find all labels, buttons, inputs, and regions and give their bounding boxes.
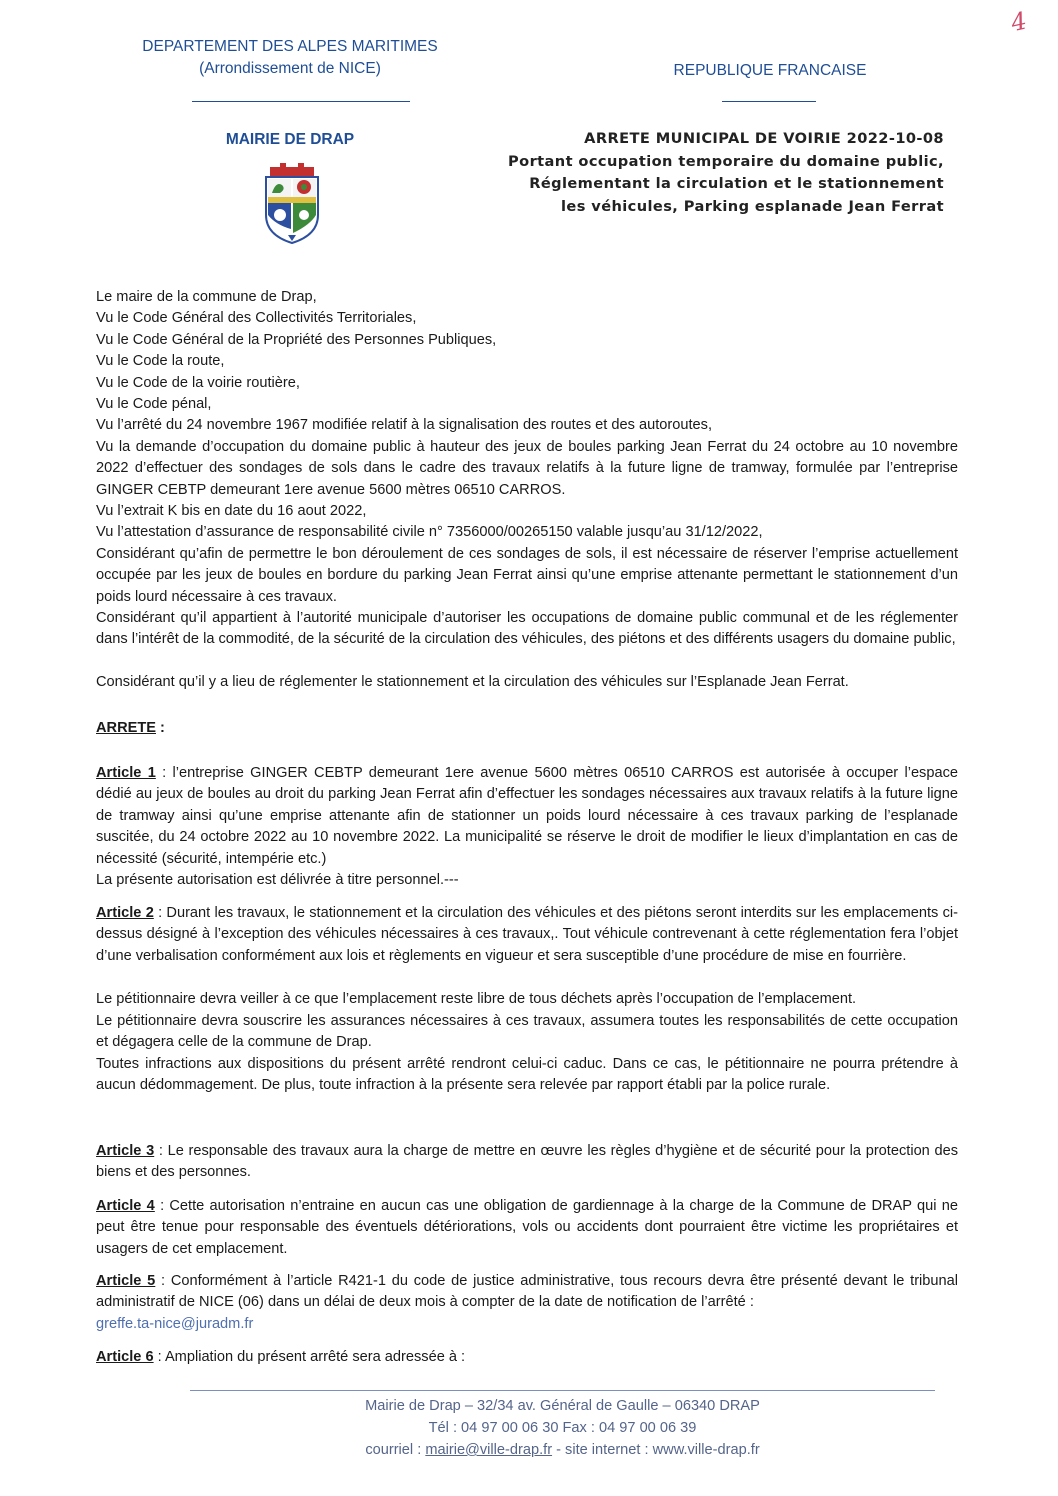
article-5-text: : Conformément à l’article R421-1 du code de justice administrative, tous recours devra être présenté devant le tribunal administratif de NICE (06) dans un délai de deux mois à compter de la date de notification de l’arrêté : [96, 1273, 959, 1311]
visa-line: Vu l’attestation d’assurance de responsabilité civile n° 7356000/00265150 valable jusqu’au 31/12/2022, [96, 524, 763, 541]
visa-line: Vu le Code pénal, [96, 396, 212, 413]
corner-mark: 4 [1008, 6, 1030, 38]
article-3-text: : Le responsable des travaux aura la charge de mettre en œuvre les règles d’hygiène et de sécurité pour la protection des biens et des personnes. [96, 1143, 959, 1181]
footer-address: Mairie de Drap – 32/34 av. Général de Gaulle – 06340 DRAP [365, 1398, 760, 1414]
article-4 [96, 1196, 958, 1260]
visa-line: Vu l’arrêté du 24 novembre 1967 modifiée relatif à la signalisation des routes et des autoroutes, [96, 417, 713, 434]
department-name: DEPARTEMENT DES ALPES MARITIMES [142, 38, 438, 55]
article-2-p4: Toutes infractions aux dispositions du présent arrêté rendront celui-ci caduc. Dans ce cas, le pétitionnaire ne pourra prétendre à aucun dédommagement. De plus, toute infraction à la présente sera relevée par rapport établi par la police rurale. [96, 1056, 958, 1094]
article-4-text: : Cette autorisation n’entraine en aucun cas une obligation de gardiennage à la charge de la Commune de DRAP qui ne peut être tenue pour responsable des éventuels détériorations, vols ou accidents dont pourraient être victime les propriétaires et usagers de cet emplacement. [96, 1198, 958, 1257]
article-1 [96, 763, 958, 870]
article-6-label: Article 6 [96, 1349, 154, 1365]
footer-email-link[interactable]: mairie@ville-drap.fr [425, 1442, 553, 1458]
visa-line: Vu le Code Général de la Propriété des Personnes Publiques, [96, 331, 497, 348]
article-3 [96, 1141, 958, 1184]
greffe-email-link[interactable]: greffe.ta-nice@juradm.fr [96, 1316, 254, 1332]
visa-line: Vu le Code Général des Collectivités Territoriales, [96, 310, 417, 327]
article-5-label: Article 5 [96, 1273, 156, 1289]
header-rule-right [722, 101, 816, 102]
considerant-3: Considérant qu’il y a lieu de réglementer le stationnement et la circulation des véhicules sur l’Esplanade Jean Ferrat. [96, 674, 849, 690]
article-1-personal: La présente autorisation est délivrée à titre personnel.--- [96, 872, 459, 888]
visa-line: Le maire de la commune de Drap, [96, 289, 317, 305]
footer-contact [190, 1440, 935, 1461]
visa-line: Vu le Code de la voirie routière, [96, 374, 300, 391]
visas-list [96, 287, 958, 437]
demande-paragraph: Vu la demande d’occupation du domaine public à hauteur des jeux de boules parking Jean Ferrat du 24 octobre au 10 novembre 2022 d’effectuer des sondages de sols dans le cadre des travaux relatifs à la future ligne de tramway, formulée par l’entreprise GINGER CEBTP demeurant 1ere avenue 5600 mètres 06510 CARROS. [96, 439, 958, 498]
footer-phone: Tél : 04 97 00 06 30 Fax : 04 97 00 06 39 [428, 1420, 697, 1436]
footer-rule [190, 1390, 935, 1391]
arrondissement: (Arrondissement de NICE) [199, 60, 381, 77]
article-6-text: : Ampliation du présent arrêté sera adressée à : [153, 1349, 466, 1365]
republic-name: REPUBLIQUE FRANCAISE [673, 62, 867, 79]
arrete-heading [96, 718, 165, 739]
visas-list-2 [96, 501, 958, 544]
mairie-name: MAIRIE DE DRAP [225, 131, 355, 148]
decree-title-line-4: les véhicules, Parking esplanade Jean Ferrat [561, 197, 944, 215]
decree-title [500, 128, 944, 218]
arrete-label: ARRETE [96, 720, 156, 736]
article-4-label: Article 4 [96, 1198, 155, 1214]
article-2 [96, 903, 958, 967]
decree-title-line-1: ARRETE MUNICIPAL DE VOIRIE 2022-10-08 [584, 130, 944, 147]
article-1-text: : l’entreprise GINGER CEBTP demeurant 1ere avenue 5600 mètres 06510 CARROS est autorisée à occuper l’espace dédié au jeux de boules au droit du parking Jean Ferrat afin d’effectuer les sondages nécessaires aux travaux relatifs à la future ligne de tramway ainsi qu’une emprise attenante afin de stationner un poids lourd nécessaire à ces travaux parking de l’esplanade suscitée, du 24 octobre 2022 au 10 novembre 2022. La municipalité se réserve le droit de modifier le lieux d’implantation en cas de nécessité (sécurité, intempérie etc.) [96, 765, 959, 867]
header-rule-left [192, 101, 410, 102]
footer-courriel-label: courriel : [365, 1442, 426, 1458]
coat-of-arms-logo [260, 163, 324, 245]
article-5 [96, 1271, 958, 1314]
article-2-p3: Le pétitionnaire devra souscrire les assurances nécessaires à ces travaux, assumera toutes les responsabilités de cette occupation et dégagera celle de la commune de Drap. [96, 1013, 958, 1051]
article-2-p2: Le pétitionnaire devra veiller à ce que l’emplacement reste libre de tous déchets après l’occupation de l’emplacement. [96, 991, 857, 1007]
visa-line: Vu le Code la route, [96, 353, 225, 370]
decree-title-line-2: Portant occupation temporaire du domaine public, [508, 152, 944, 170]
article-2-text: : Durant les travaux, le stationnement et la circulation des véhicules et des piétons seront interdits sur les emplacements ci-dessus désigné à l’exception des véhicules nécessaires à ces travaux,. Tout véhicule contrevenant à cette réglementation fera l’objet d’une verbalisation conformément aux lois et règlements en vigueur et sera susceptible d’une procédure de mise en fourrière. [96, 905, 958, 964]
article-3-label: Article 3 [96, 1143, 155, 1159]
decree-title-line-3: Réglementant la circulation et le stationnement [529, 175, 944, 192]
article-2-label: Article 2 [96, 905, 154, 921]
considerant-2: Considérant qu’il appartient à l’autorité municipale d’autoriser les occupations de domaine public communal et de les réglementer dans l’intérêt de la commodité, de la sécurité de la circulation des véhicules, des piétons et des différents usagers du domaine public, [96, 610, 958, 648]
considerant-1: Considérant qu’afin de permettre le bon déroulement de ces sondages de sols, il est nécessaire de réserver l’emprise actuellement occupée par les jeux de boules en bordure du parking Jean Ferrat ainsi qu’une emprise attenante permettant le stationnement d’un poids lourd nécessaire à ces travaux. [96, 546, 958, 605]
footer-site[interactable]: - site internet : www.ville-drap.fr [552, 1442, 760, 1458]
arrete-colon: : [156, 720, 165, 736]
article-1-label: Article 1 [96, 765, 156, 781]
visa-line: Vu l’extrait K bis en date du 16 aout 2022, [96, 503, 367, 519]
article-6 [96, 1347, 958, 1368]
